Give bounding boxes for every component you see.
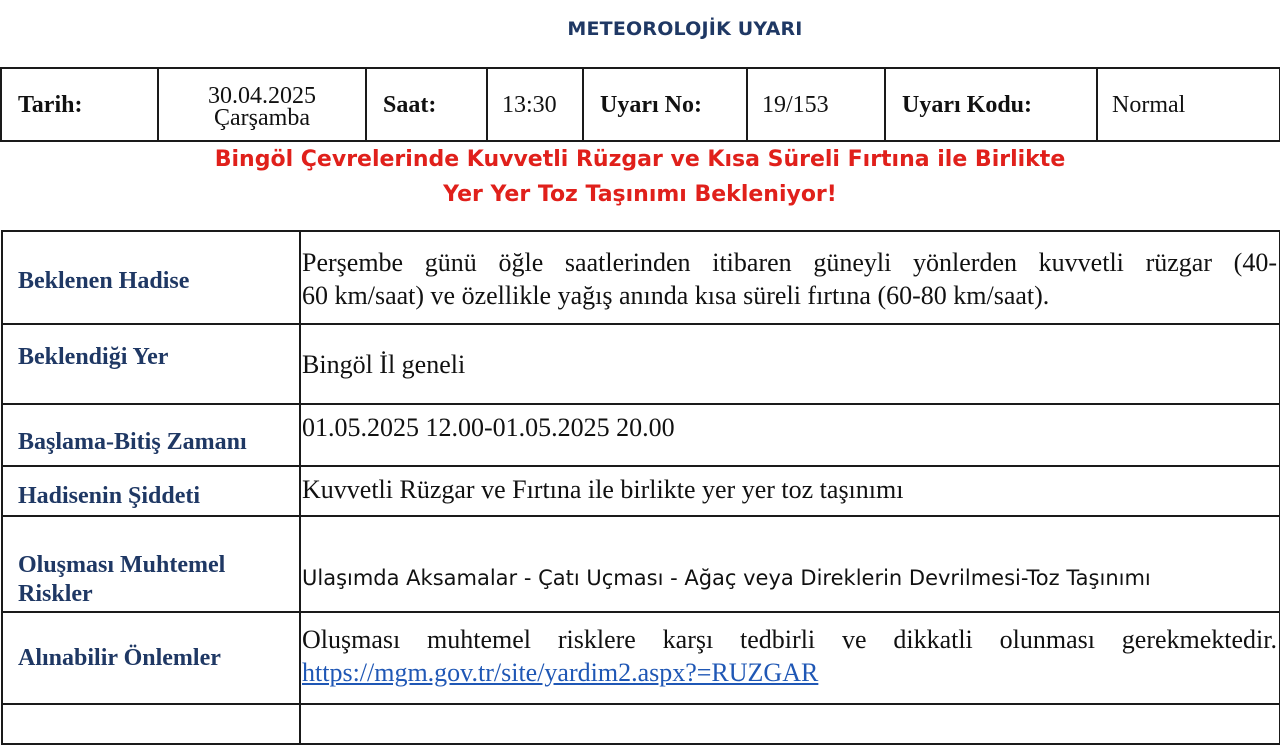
table-row [2,516,1280,612]
document-title: METEOROLOJİK UYARI [567,18,803,40]
start-end-time-value: 01.05.2025 12.00-01.05.2025 20.00 [300,404,1280,466]
possible-risks-label [2,516,300,612]
warning-no-label: Uyarı No: [583,68,747,141]
severity-label: Hadisenin Şiddeti [2,466,300,516]
table-row [2,404,1280,466]
mgm-help-link[interactable]: https://mgm.gov.tr/site/yardim2.aspx?=RUZGAR [302,658,819,687]
warning-code-value: Normal [1097,68,1280,141]
warning-details-table [1,230,1280,745]
severity-value: Kuvvetli Rüzgar ve Fırtına ile birlikte yer yer toz taşınımı [300,466,1280,516]
possible-risks-label-line-1: Oluşması Muhtemel [18,552,226,578]
expected-event-label: Beklenen Hadise [2,231,300,324]
date-cell [158,68,366,141]
warning-no-value: 19/153 [747,68,885,141]
time-value: 13:30 [487,68,583,141]
day-value: Çarşamba [214,104,310,131]
precautions-value [300,612,1280,704]
start-end-time-label: Başlama-Bitiş Zamanı [2,404,300,466]
table-row [2,612,1280,704]
expected-place-value: Bingöl İl geneli [300,324,1280,404]
date-label: Tarih: [1,68,158,141]
empty-label-cell [2,704,300,744]
date-value: 30.04.2025 [208,82,316,109]
expected-place-label: Beklendiği Yer [2,324,300,404]
expected-event-line-1: Perşembe günü öğle saatlerinden itibaren güneyli yönlerden kuvvetli rüzgar (40- [302,248,1277,277]
headline-line-1: Bingöl Çevrelerinde Kuvvetli Rüzgar ve Kısa Süreli Fırtına ile Birlikte [214,147,1066,172]
possible-risks-value: Ulaşımda Aksamalar - Çatı Uçması - Ağaç veya Direklerin Devrilmesi-Toz Taşınımı [300,516,1280,612]
possible-risks-label-line-2: Riskler [18,581,93,607]
precautions-text: Oluşması muhtemel risklere karşı tedbirli ve dikkatli olunması gerekmektedir. [302,625,1277,654]
precautions-label: Alınabilir Önlemler [2,612,300,704]
table-row [2,324,1280,404]
empty-value-cell [300,704,1280,744]
table-row [2,704,1280,744]
table-row [2,231,1280,324]
warning-code-label: Uyarı Kodu: [885,68,1097,141]
expected-event-line-2: 60 km/saat) ve özellikle yağış anında kısa süreli fırtına (60-80 km/saat). [302,281,1050,310]
expected-event-value [300,231,1280,324]
time-label: Saat: [366,68,487,141]
warning-header-table [0,67,1280,142]
headline-line-2: Yer Yer Toz Taşınımı Bekleniyor! [443,182,837,207]
table-row [2,466,1280,516]
